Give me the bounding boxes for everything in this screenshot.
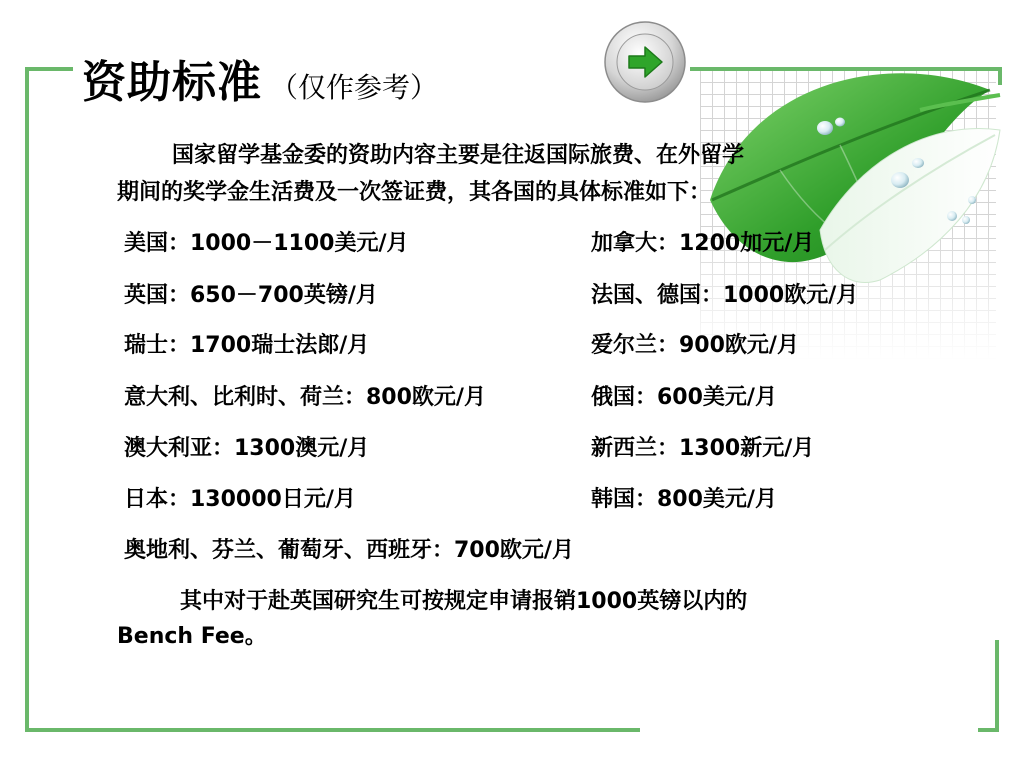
rate-left-3: 意大利、比利时、荷兰：800欧元/月 — [124, 385, 486, 410]
frame-bottom-left — [25, 728, 640, 732]
frame-right-top — [998, 67, 1002, 85]
rate-right-3: 俄国：600美元/月 — [591, 385, 777, 410]
title-main: 资助标准 — [82, 57, 262, 108]
rate-left-0: 美国：1000－1100美元/月 — [124, 231, 409, 256]
frame-top-right — [690, 67, 1002, 71]
rate-left-5: 日本：130000日元/月 — [124, 487, 356, 512]
rate-right-4: 新西兰：1300新元/月 — [591, 436, 815, 461]
rate-right-1: 法国、德国：1000欧元/月 — [591, 283, 859, 308]
rate-left-1: 英国：650－700英镑/月 — [124, 283, 378, 308]
page-title — [82, 46, 438, 110]
frame-right-bottom — [995, 640, 999, 732]
rate-left-2: 瑞士：1700瑞士法郎/月 — [124, 333, 370, 358]
intro-line-1: 国家留学基金委的资助内容主要是往返国际旅费、在外留学 — [172, 143, 745, 168]
green-leaves-icon — [690, 50, 1010, 310]
intro-line-2: 期间的奖学金生活费及一次签证费，其各国的具体标准如下： — [117, 180, 712, 205]
note-line-1: 其中对于赴英国研究生可按规定申请报销1000英镑以内的 — [180, 589, 748, 614]
title-sub: （仅作参考） — [270, 71, 439, 104]
frame-top-left — [25, 67, 73, 71]
rate-right-0: 加拿大：1200加元/月 — [591, 231, 815, 256]
frame-bottom-right — [978, 728, 999, 732]
rate-left-4: 澳大利亚：1300澳元/月 — [124, 436, 370, 461]
note-line-2: Bench Fee。 — [117, 624, 267, 649]
rate-right-5: 韩国：800美元/月 — [591, 487, 777, 512]
rate-left-6: 奥地利、芬兰、葡萄牙、西班牙：700欧元/月 — [124, 538, 574, 563]
next-arrow-icon[interactable] — [603, 20, 687, 104]
frame-left — [25, 67, 29, 732]
rate-right-2: 爱尔兰：900欧元/月 — [591, 333, 799, 358]
